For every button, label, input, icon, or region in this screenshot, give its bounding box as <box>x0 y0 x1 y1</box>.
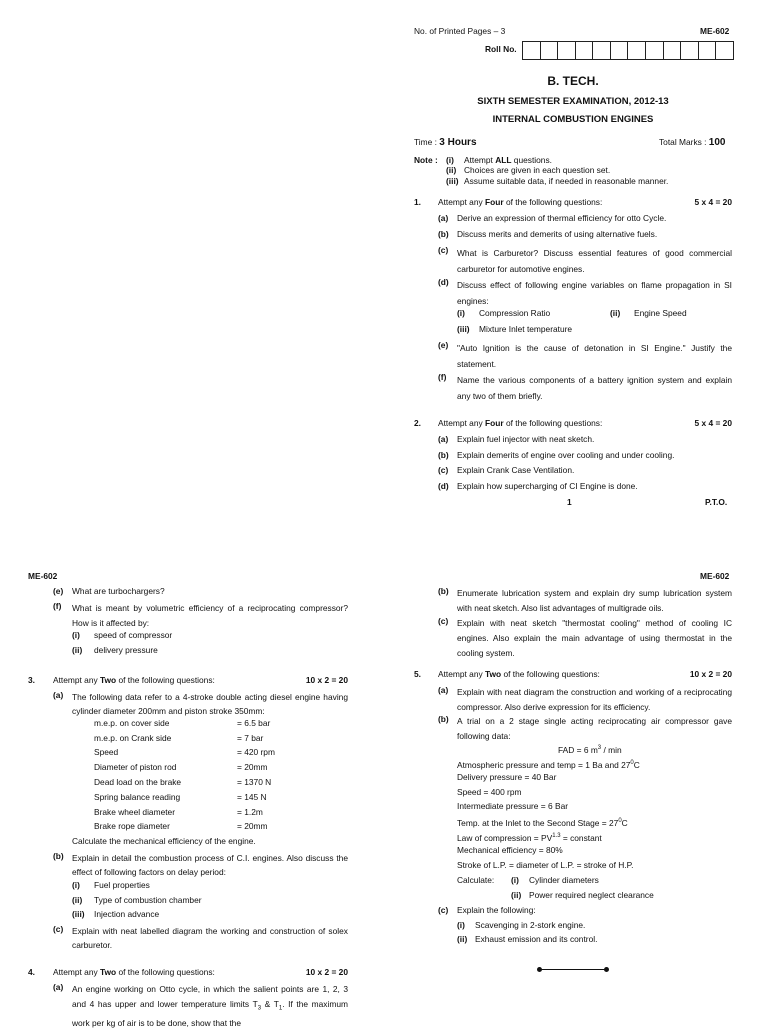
q3-b-i: (i) Fuel properties <box>72 880 150 890</box>
q5-speed: Speed = 400 rpm <box>457 787 522 797</box>
q3-data-v7: = 20mm <box>237 821 268 831</box>
q5-mech: Mechanical efficiency = 80% <box>457 845 563 855</box>
q5-c: Explain the following: <box>457 905 536 915</box>
q3-a-label: (a) <box>53 690 64 700</box>
q3-data-v5: = 145 N <box>237 792 267 802</box>
q1-a: Derive an expression of thermal efficiency for otto Cycle. <box>457 213 667 223</box>
subject-title: INTERNAL COMBUSTION ENGINES <box>492 114 654 125</box>
q3-b: Explain in detail the combustion process of C.I. engines. Also discuss the effect of following factors on delay period: <box>72 853 348 877</box>
q4-c: Explain with neat sketch "thermostat cooling" method of cooling IC engines. Also explain the main advantage of using thermostat in the cooling system. <box>457 618 732 658</box>
q5-law: Law of compression = $PV^{1.3}$ = constant <box>457 832 602 843</box>
q3-data-v3: = 20mm <box>237 762 268 772</box>
q2-instruction: Attempt any Four of the following questions: <box>438 418 603 428</box>
q1-instruction: Attempt any Four of the following questions: <box>438 197 603 207</box>
q2-f-ii: (ii) delivery pressure <box>72 645 158 655</box>
note-label: Note : <box>414 155 438 165</box>
q3-number: 3. <box>28 675 35 685</box>
q1-d-label: (d) <box>438 277 449 287</box>
q1-e: "Auto Ignition is the cause of detonation in SI Engine." Justify the statement. <box>457 343 732 369</box>
q5-c-label: (c) <box>438 905 449 915</box>
q1-a-label: (a) <box>438 213 449 223</box>
q3-data-k4: Dead load on the brake <box>94 777 182 787</box>
q4-b-label: (b) <box>438 586 449 596</box>
note-ii: (ii) Choices are given in each question set. <box>446 165 611 175</box>
q5-inter: Intermediate pressure = 6 Bar <box>457 801 569 811</box>
q5-calc-ii: (ii) Power required neglect clearance <box>511 890 654 900</box>
q1-f-label: (f) <box>438 372 447 382</box>
q1-b: Discuss merits and demerits of using alternative fuels. <box>457 229 658 239</box>
q2-f-i: (i) speed of compressor <box>72 630 173 640</box>
q5-number: 5. <box>414 669 421 679</box>
roll-no-label: Roll No. <box>485 44 517 54</box>
q1-e-label: (e) <box>438 340 449 350</box>
q2-number: 2. <box>414 418 421 428</box>
page-number-1: 1 <box>567 497 572 507</box>
q3-data-v1: = 7 bar <box>237 733 264 743</box>
q3-a: The following data refer to a 4-stroke double acting diesel engine having cylinder diameter 200mm and piston stroke 350mm: <box>72 692 348 716</box>
q1-number: 1. <box>414 197 421 207</box>
q1-d-iii: (iii) Mixture Inlet temperature <box>457 324 573 334</box>
q1-d: Discuss effect of following engine variables on flame propagation in SI engines: <box>457 280 732 306</box>
q2-b-label: (b) <box>438 450 449 460</box>
q3-c: Explain with neat labelled diagram the working and construction of solex carburetor. <box>72 926 348 950</box>
q1-d-i: (i) Compression Ratio <box>457 308 551 318</box>
total-marks: Total Marks : 100 <box>659 137 726 148</box>
q3-data-k7: Brake rope diameter <box>94 821 170 831</box>
q3-data-k0: m.e.p. on cover side <box>94 718 170 728</box>
degree-title: B. TECH. <box>547 74 599 88</box>
q5-b: A trial on a 2 stage single acting reciprocating air compressor gave following data: <box>457 716 732 741</box>
q3-marks: 10 x 2 = 20 <box>305 675 348 685</box>
q5-marks: 10 x 2 = 20 <box>689 669 732 679</box>
q2-f: What is meant by volumetric efficiency of a reciprocating compressor? How is it affected by: <box>72 603 348 628</box>
q3-data-k5: Spring balance reading <box>94 792 181 802</box>
q3-data-k1: m.e.p. on Crank side <box>94 733 172 743</box>
q1-b-label: (b) <box>438 229 449 239</box>
q3-data-v2: = 420 rpm <box>237 747 275 757</box>
q2-e: What are turbochargers? <box>72 586 165 596</box>
q2-marks: 5 x 4 = 20 <box>694 418 732 428</box>
q3-b-ii: (ii) Type of combustion chamber <box>72 895 202 905</box>
q3-data-k6: Brake wheel diameter <box>94 807 175 817</box>
q2-d-label: (d) <box>438 481 449 491</box>
q3-b-label: (b) <box>53 851 64 861</box>
q3-data-v6: = 1.2m <box>237 807 263 817</box>
q2-b: Explain demerits of engine over cooling and under cooling. <box>457 450 675 460</box>
end-rule <box>539 969 607 970</box>
q2-c-label: (c) <box>438 465 449 475</box>
q4-a: An engine working on Otto cycle, in which the salient points are 1, 2, 3 and 4 has upper and lower temperature limits $T_3$ & $T_1$. If the maximum work per kg of air is to be done, show that the <box>72 984 348 1028</box>
q5-instruction: Attempt any Two of the following questions: <box>438 669 600 679</box>
printed-pages: No. of Printed Pages – 3 <box>414 26 506 36</box>
q5-b-label: (b) <box>438 714 449 724</box>
q3-data-k2: Speed <box>94 747 119 757</box>
pto: P.T.O. <box>705 497 728 507</box>
paper-code-left: ME-602 <box>28 571 58 581</box>
q5-a-label: (a) <box>438 685 449 695</box>
q3-data-k3: Diameter of piston rod <box>94 762 177 772</box>
q3-a-calc: Calculate the mechanical efficiency of the engine. <box>72 836 256 846</box>
q5-calc-i: (i) Cylinder diameters <box>511 875 599 885</box>
q4-marks: 10 x 2 = 20 <box>305 967 348 977</box>
q3-b-iii: (iii) Injection advance <box>72 909 160 919</box>
q5-a: Explain with neat diagram the construction and working of a reciprocating compressor. Also derive expression for its efficiency. <box>457 687 732 712</box>
paper-code-right: ME-602 <box>700 571 730 581</box>
q2-f-label: (f) <box>53 601 62 611</box>
q2-a-label: (a) <box>438 434 449 444</box>
q5-fad: FAD = 6 $m^3$ / min <box>558 744 622 755</box>
q3-data-v4: = 1370 N <box>237 777 272 787</box>
q4-instruction: Attempt any Two of the following questions: <box>53 967 215 977</box>
end-rule-dot-left <box>537 967 542 972</box>
q1-c-label: (c) <box>438 245 449 255</box>
q1-d-ii: (ii) Engine Speed <box>610 308 687 318</box>
q5-c-ii: (ii) Exhaust emission and its control. <box>457 934 598 944</box>
q1-c: What is Carburetor? Discuss essential features of good commercial carburetor for automotive engines. <box>457 248 732 274</box>
time-line: Time : 3 Hours <box>414 137 477 148</box>
q1-f: Name the various components of a battery ignition system and explain any two of them briefly. <box>457 375 732 401</box>
q2-d: Explain how supercharging of CI Engine is done. <box>457 481 638 491</box>
q5-stroke: Stroke of L.P. = diameter of L.P. = stroke of H.P. <box>457 860 634 870</box>
q5-temp: Temp. at the Inlet to the Second Stage = $27^0C$ <box>457 817 628 828</box>
q2-e-label: (e) <box>53 586 64 596</box>
note-i: (i) Attempt ALL questions. <box>446 155 552 165</box>
q5-c-i: (i) Scavenging in 2-stork engine. <box>457 920 586 930</box>
q3-c-label: (c) <box>53 924 64 934</box>
end-rule-dot-right <box>604 967 609 972</box>
roll-no-boxes <box>522 41 734 60</box>
q5-calc-label: Calculate: <box>457 875 495 885</box>
q2-c: Explain Crank Case Ventilation. <box>457 465 575 475</box>
q4-c-label: (c) <box>438 616 449 626</box>
q5-delivery: Delivery pressure = 40 Bar <box>457 772 557 782</box>
q4-b: Enumerate lubrication system and explain dry sump lubrication system with neat sketch. Also list advantages of multigrade oils. <box>457 588 732 613</box>
q3-instruction: Attempt any Two of the following questions: <box>53 675 215 685</box>
q4-a-label: (a) <box>53 982 64 992</box>
q5-atm: Atmospheric pressure and temp = 1 Ba and $27^0C$ <box>457 759 640 770</box>
q3-data-v0: = 6.5 bar <box>237 718 271 728</box>
paper-code: ME-602 <box>700 26 730 36</box>
q1-marks: 5 x 4 = 20 <box>694 197 732 207</box>
note-iii: (iii) Assume suitable data, if needed in reasonable manner. <box>446 176 669 186</box>
exam-title: SIXTH SEMESTER EXAMINATION, 2012-13 <box>477 96 669 107</box>
q2-a: Explain fuel injector with neat sketch. <box>457 434 595 444</box>
q4-number: 4. <box>28 967 35 977</box>
